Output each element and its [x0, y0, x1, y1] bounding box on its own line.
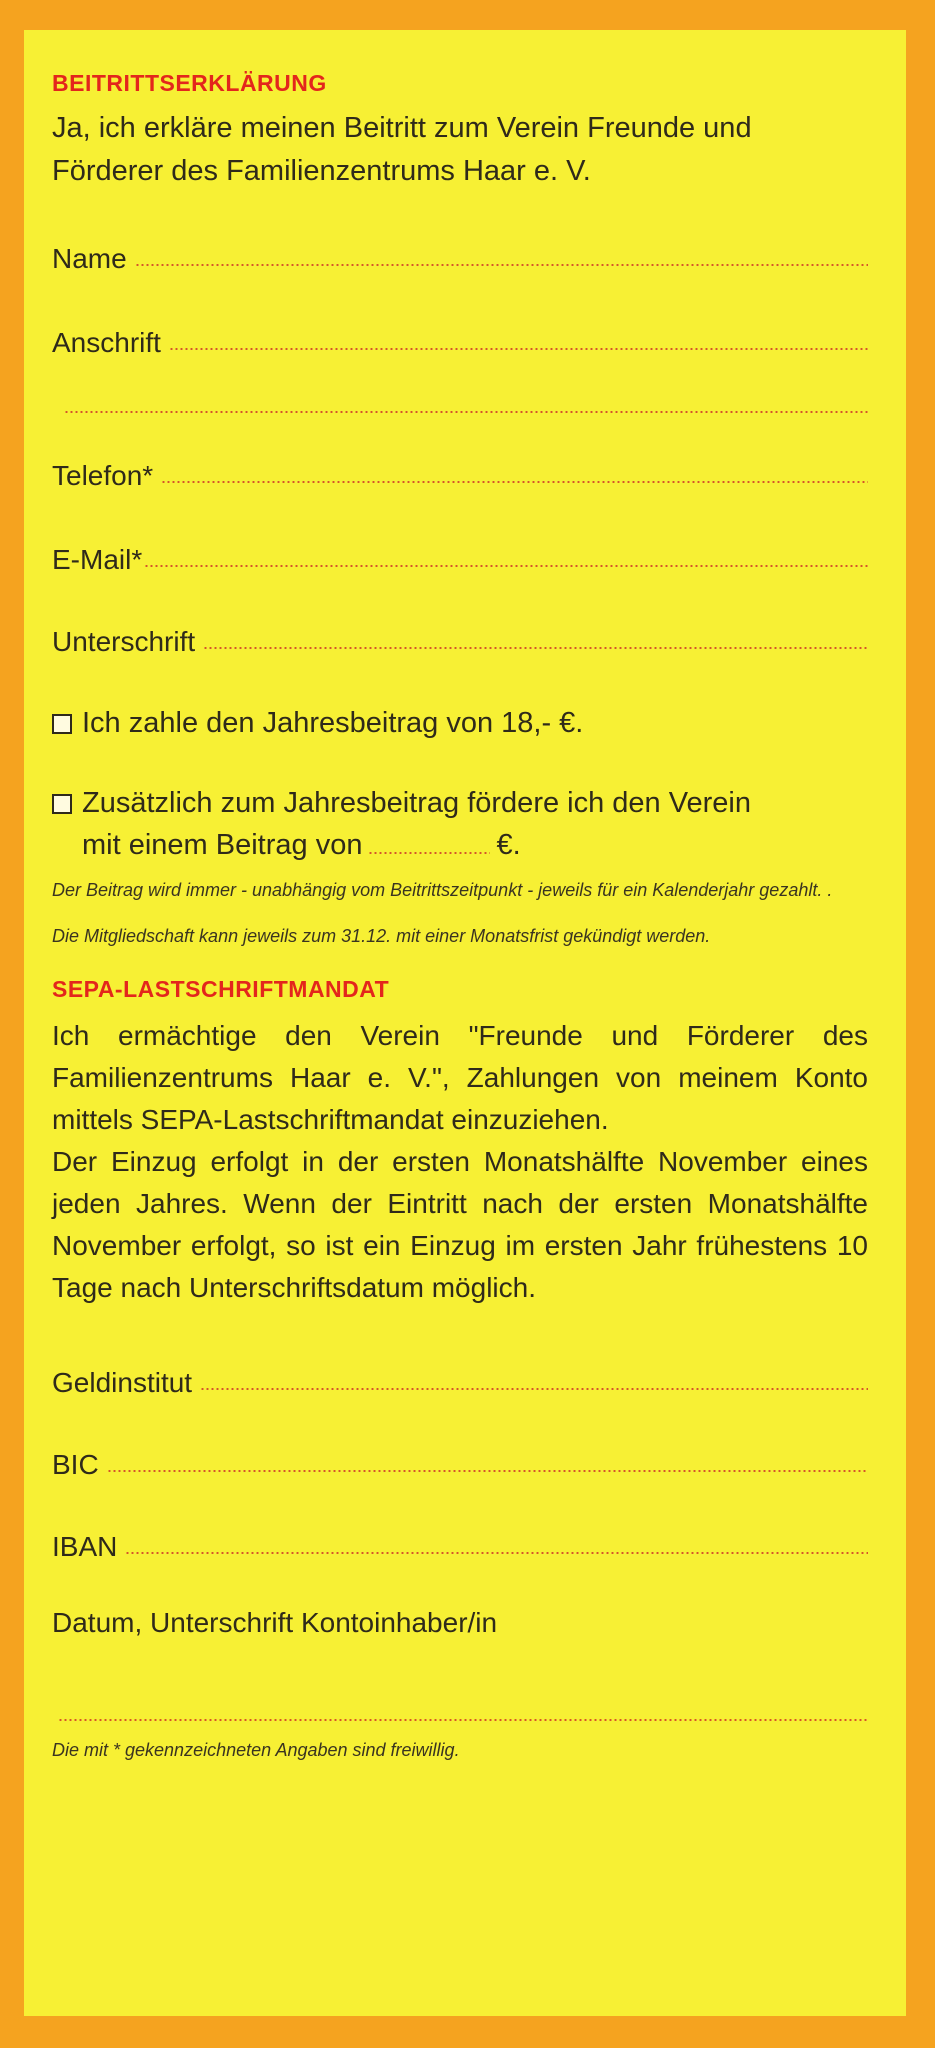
zusatzbeitrag-pre: mit einem Beitrag von — [82, 829, 363, 861]
footnote-freiwillig: Die mit * gekennzeichneten Angaben sind freiwillig. — [52, 1740, 460, 1760]
iban-field[interactable] — [52, 1531, 868, 1563]
geldinstitut-label: Geldinstitut — [52, 1367, 193, 1398]
form-content — [52, 70, 868, 1762]
iban-label: IBAN — [52, 1531, 118, 1562]
option-zusatzbeitrag[interactable] — [52, 782, 868, 866]
zusatzbeitrag-post: €. — [496, 829, 521, 861]
sepa-heading: SEPA-LASTSCHRIFTMANDAT — [52, 976, 390, 1002]
unterschrift-line[interactable] — [203, 647, 868, 649]
sepa-paragraph-2: Der Einzug erfolgt in der ersten Monatshälfte November eines jeden Jahres. Wenn der Eintritt nach der ersten Monatshälfte November erfolgt, so ist ein Einzug im ersten Jahr frühestens 10 Tage nach Unterschriftsdatum möglich. — [52, 1146, 868, 1303]
intro-line-1: Ja, ich erkläre meinen Beitritt zum Verein Freunde und — [52, 112, 752, 144]
geldinstitut-line[interactable] — [200, 1388, 868, 1390]
iban-line[interactable] — [125, 1552, 868, 1554]
name-line[interactable] — [135, 264, 868, 266]
anschrift-line-2[interactable] — [52, 411, 868, 422]
datum-label: Datum, Unterschrift Kontoinhaber/in — [52, 1607, 498, 1638]
telefon-field[interactable] — [52, 460, 868, 492]
unterschrift-field[interactable] — [52, 626, 868, 658]
note-beitrag: Der Beitrag wird immer - unabhängig vom Beitrittszeitpunkt - jeweils für ein Kalenderjahr gezahlt. . — [52, 880, 833, 900]
sepa-paragraph-1: Ich ermächtige den Verein "Freunde und Förderer des Familienzentrums Haar e. V.", Zahlungen von meinem Konto mittels SEPA-Lastschriftmandat einzuziehen. — [52, 1020, 868, 1135]
datum-signature-dots[interactable] — [58, 1719, 868, 1721]
name-field[interactable] — [52, 243, 868, 275]
bic-field[interactable] — [52, 1449, 868, 1481]
telefon-label: Telefon* — [52, 460, 154, 491]
anschrift-line[interactable] — [169, 348, 868, 350]
zusatzbeitrag-checkbox[interactable] — [52, 794, 72, 814]
anschrift-label: Anschrift — [52, 327, 161, 358]
beitritt-intro — [52, 107, 868, 193]
name-label: Name — [52, 243, 127, 274]
email-field[interactable] — [52, 544, 868, 576]
note-kuendigung: Die Mitgliedschaft kann jeweils zum 31.12. mit einer Monatsfrist gekündigt werden. — [52, 926, 711, 946]
zusatzbeitrag-line-1: Zusätzlich zum Jahresbeitrag fördere ich den Verein — [82, 787, 751, 819]
zusatzbeitrag-text — [82, 782, 751, 866]
bic-label: BIC — [52, 1449, 99, 1480]
unterschrift-label: Unterschrift — [52, 626, 196, 657]
zusatzbeitrag-amount-line[interactable] — [368, 852, 490, 854]
zusatzbeitrag-line-2 — [82, 824, 751, 866]
geldinstitut-field[interactable] — [52, 1367, 868, 1399]
datum-label-row — [52, 1607, 868, 1639]
telefon-line[interactable] — [161, 481, 868, 483]
jahresbeitrag-checkbox[interactable] — [52, 714, 72, 734]
datum-signature-line[interactable] — [52, 1719, 868, 1730]
option-jahresbeitrag[interactable] — [52, 702, 868, 744]
anschrift-field[interactable] — [52, 327, 868, 359]
email-label: E-Mail* — [52, 544, 143, 575]
anschrift-line-2-dots[interactable] — [64, 411, 868, 413]
intro-line-2: Förderer des Familienzentrums Haar e. V. — [52, 155, 591, 187]
bic-line[interactable] — [107, 1470, 868, 1472]
email-line[interactable] — [144, 565, 868, 567]
membership-form-card — [24, 30, 906, 2016]
jahresbeitrag-label: Ich zahle den Jahresbeitrag von 18,- €. — [82, 707, 584, 739]
beitritt-heading: BEITRITTSERKLÄRUNG — [52, 70, 327, 96]
